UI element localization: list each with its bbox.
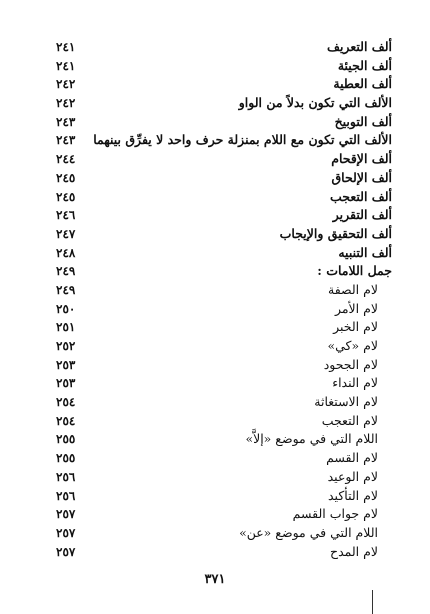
toc-entry [56,38,392,57]
toc-entry-page: ٢٥٣ [56,376,76,391]
toc-entry [56,150,392,169]
toc-entry [56,356,392,375]
toc-entry-title: لام الوعيد [327,468,378,484]
toc-entry-page: ٢٤٥ [56,170,76,185]
toc-entry-title: لام القسم [326,450,378,466]
toc-entry [56,374,392,393]
toc-entry-page: ٢٤٨ [56,245,76,260]
toc-entry-page: ٢٥٧ [56,525,76,540]
toc-entry [56,57,392,76]
toc-entry-page: ٢٤٤ [56,152,76,167]
toc-entry-title: ألف الجيئة [337,57,392,73]
toc-entry-title: ألف التعريف [327,39,392,54]
toc-entry-page: ٢٤١ [56,58,76,73]
toc-entry-page: ٢٥١ [56,320,76,335]
toc-entry [56,281,392,300]
toc-entry [56,468,392,487]
toc-entry [56,113,392,132]
toc-entry-title: لام المدح [330,543,378,559]
toc-entry-title: الألف التي تكون بدلاً من الواو [238,95,392,111]
page-number: ٣٧١ [204,572,226,587]
toc-entry-page: ٢٤٣ [56,114,76,129]
toc-entry-page: ٢٥٥ [56,432,76,447]
toc-entry-page: ٢٤٢ [56,77,76,92]
toc-entry-title: ألف الإلحاق [331,169,392,185]
toc-entry-title: لام «كي» [327,338,378,353]
toc-entry-title: ألف الإقحام [331,151,392,167]
toc-entry-page: ٢٥٦ [56,469,76,484]
toc-entry-page: ٢٤٧ [56,226,76,241]
toc-entry-title: ألف التحقيق والإيجاب [279,225,392,241]
table-of-contents [56,38,392,561]
toc-entry-page: ٢٤٣ [56,133,76,148]
toc-entry [56,131,392,150]
toc-entry-title: لام التعجب [321,412,378,428]
toc-entry-title: اللام التي في موضع «إلاَّ» [245,431,378,447]
toc-entry-page: ٢٥٤ [56,395,76,410]
toc-entry [56,262,392,281]
page-edge-mark [372,590,373,614]
toc-entry-page: ٢٤٥ [56,189,76,204]
toc-entry-title: ألف التقرير [332,207,392,223]
toc-entry-title: لام التأكيد [328,487,378,503]
toc-entry-title: لام جواب القسم [292,506,378,522]
toc-entry [56,225,392,244]
toc-entry [56,244,392,263]
toc-entry [56,300,392,319]
toc-entry-title: لام الجحود [323,356,378,372]
toc-entry-page: ٢٥٤ [56,413,76,428]
toc-entry [56,393,392,412]
toc-entry-page: ٢٥٢ [56,339,76,353]
toc-entry-title: ألف التنبيه [338,244,392,260]
toc-entry [56,449,392,468]
toc-entry-title: ألف العطية [333,76,392,92]
toc-entry [56,94,392,113]
toc-entry [56,75,392,94]
toc-entry-page: ٢٤٩ [56,282,76,297]
toc-entry-title: ألف التعجب [330,188,392,204]
toc-entry-title: لام الاستغاثة [314,394,378,410]
toc-entry-title: جمل اللامات : [317,263,392,279]
toc-entry [56,206,392,225]
toc-entry-page: ٢٤٩ [56,264,76,279]
toc-entry-title: لام الأمر [334,300,378,316]
toc-entry-page: ٢٥٣ [56,357,76,372]
toc-entry [56,505,392,524]
toc-entry-title: لام الخبر [333,319,378,335]
toc-entry-page: ٢٤٦ [56,208,76,223]
toc-entry [56,318,392,337]
toc-entry [56,412,392,431]
toc-entry-page: ٢٤٢ [56,96,76,111]
toc-entry-title: اللام التي في موضع «عن» [239,524,378,540]
toc-entry-page: ٢٥٦ [56,488,76,503]
toc-entry-title: لام النداء [332,375,378,391]
toc-entry [56,430,392,449]
toc-entry-title: الألف التي تكون مع اللام بمنزلة حرف واحد لا يفرِّق بينهما [93,132,392,148]
toc-entry-page: ٢٥٧ [56,507,76,522]
toc-entry-page: ٢٥٠ [56,301,76,316]
toc-entry [56,337,392,356]
toc-entry-page: ٢٥٧ [56,544,76,559]
toc-entry-title: لام الصفة [328,281,378,297]
toc-entry [56,487,392,506]
toc-entry [56,543,392,562]
toc-entry-page: ٢٤١ [56,40,76,54]
toc-entry-title: ألف التوبيخ [334,113,392,129]
toc-entry [56,188,392,207]
toc-entry-page: ٢٥٥ [56,451,76,466]
toc-entry [56,169,392,188]
toc-entry [56,524,392,543]
